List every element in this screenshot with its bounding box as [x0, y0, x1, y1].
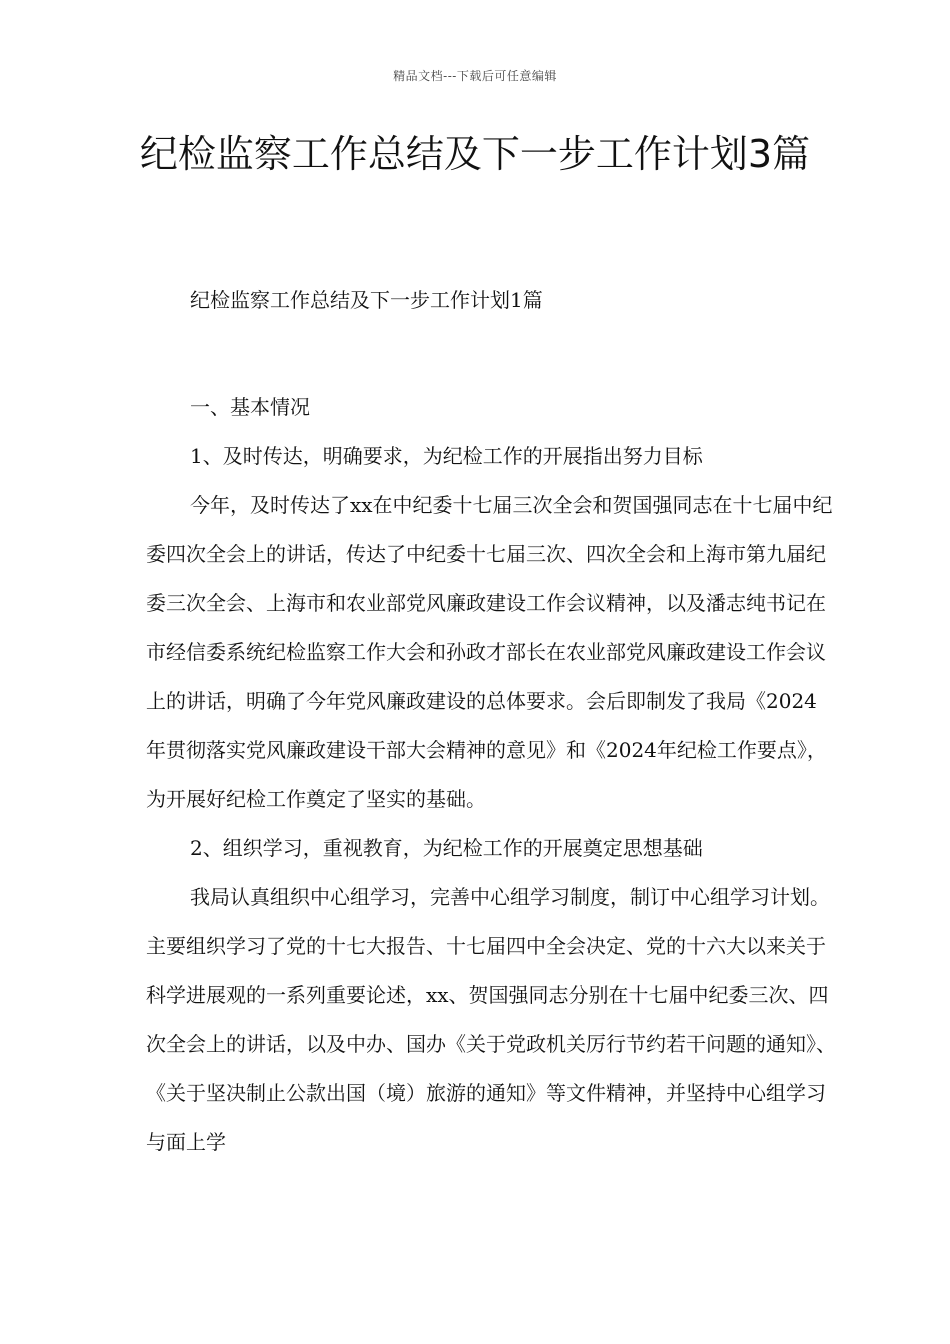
document-title: 纪检监察工作总结及下一步工作计划3篇: [139, 132, 811, 176]
paragraph-item-1-body: 今年，及时传达了xx在中纪委十七届三次全会和贺国强同志在十七届中纪委四次全会上的讲话，传达了中纪委十七届三次、四次全会和上海市第九届纪委三次全会、上海市和农业部党风廉政建设工作会议精神，以及潘志纯书记在市经信委系统纪检监察工作大会和孙政才部长在农业部党风廉政建设工作会议上的讲话，明确了今年党风廉政建设的总体要求。会后即制发了我局《2024年贯彻落实党风廉政建设干部大会精神的意见》和《2024年纪检工作要点》，为开展好纪检工作奠定了坚实的基础。: [146, 493, 833, 811]
header-note: 精品文档---下载后可任意编辑: [393, 69, 557, 83]
paragraph-item-2-heading: 2、组织学习，重视教育，为纪检工作的开展奠定思想基础: [190, 836, 703, 860]
paragraph-heading-basic: 一、基本情况: [190, 395, 310, 419]
paragraph-item-1-heading: 1、及时传达，明确要求，为纪检工作的开展指出努力目标: [190, 444, 703, 468]
paragraph-item-2-body: 我局认真组织中心组学习，完善中心组学习制度，制订中心组学习计划。主要组织学习了党的十七大报告、十七届四中全会决定、党的十六大以来关于科学进展观的一系列重要论述，xx、贺国强同志分别在十七届中纪委三次、四次全会上的讲话，以及中办、国办《关于党政机关厉行节约若干问题的通知》、《关于坚决制止公款出国（境）旅游的通知》等文件精神，并坚持中心组学习与面上学: [146, 885, 836, 1154]
document-body: [146, 383, 836, 1167]
section-subtitle: 纪检监察工作总结及下一步工作计划1篇: [190, 288, 543, 312]
